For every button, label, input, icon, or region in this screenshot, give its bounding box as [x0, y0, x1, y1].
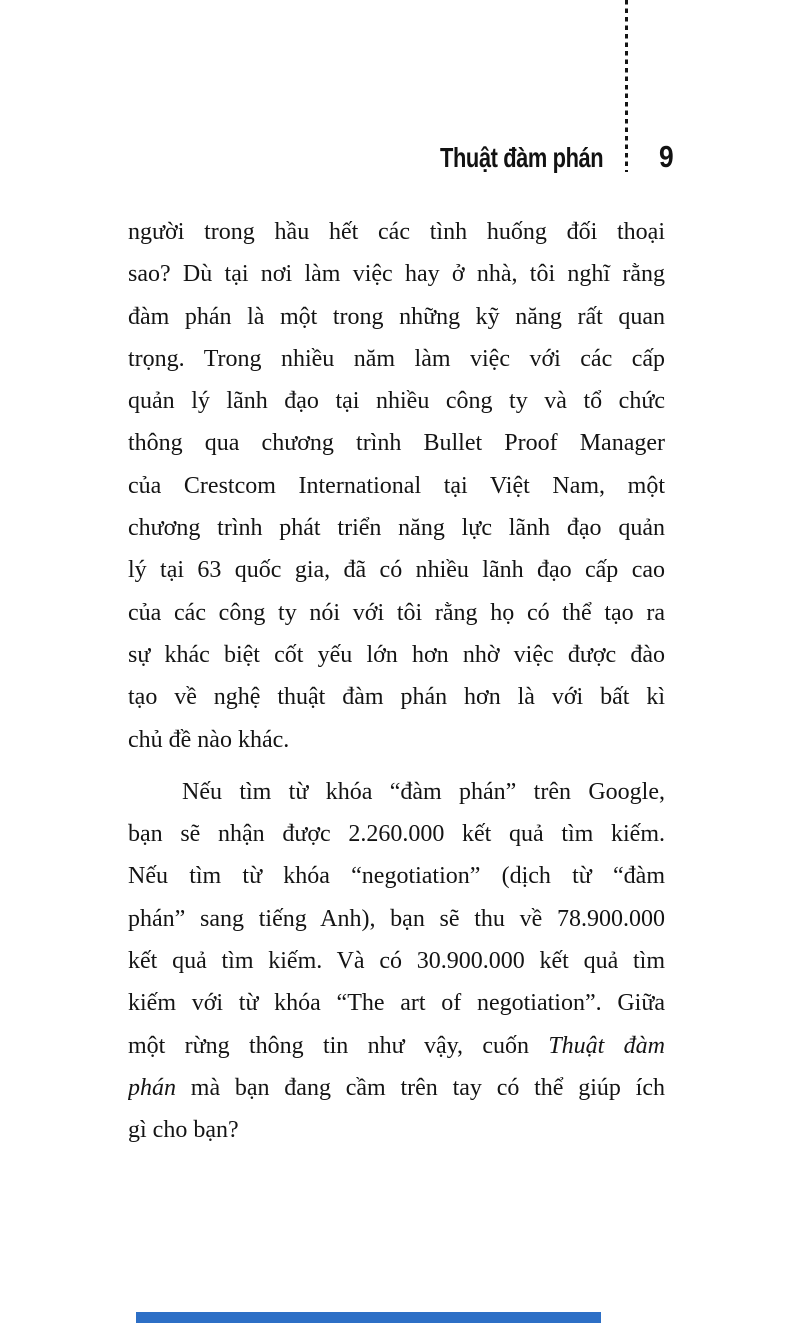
text-line	[128, 940, 665, 982]
text-line	[128, 422, 665, 464]
text-segment: của các công ty nói với tôi rằng họ có thể tạo ra	[128, 599, 665, 626]
text-segment: bạn sẽ nhận được 2.260.000 kết quả tìm kiếm.	[128, 821, 665, 848]
text-line	[128, 338, 665, 380]
text-segment: Nếu tìm từ khóa “negotiation” (dịch từ “đàm	[128, 863, 665, 890]
text-line	[128, 507, 665, 549]
text-segment: chương trình phát triển năng lực lãnh đạo quản	[128, 515, 665, 542]
italic-text-segment: Thuật đàm	[548, 1032, 665, 1059]
text-line	[128, 465, 665, 507]
text-segment: sự khác biệt cốt yếu lớn hơn nhờ việc được đào	[128, 641, 665, 668]
text-line	[128, 719, 665, 761]
text-line	[128, 813, 665, 855]
text-segment: lý tại 63 quốc gia, đã có nhiều lãnh đạo cấp cao	[128, 557, 665, 584]
text-segment: đàm phán là một trong những kỹ năng rất quan	[128, 303, 665, 330]
text-segment: một rừng thông tin như vậy, cuốn	[128, 1032, 549, 1059]
italic-text-segment: phán	[128, 1074, 176, 1101]
text-line	[128, 211, 665, 253]
text-line	[128, 1109, 665, 1151]
text-segment: phán” sang tiếng Anh), bạn sẽ thu về 78.900.000	[128, 905, 665, 932]
text-segment: kết quả tìm kiếm. Và có 30.900.000 kết quả tìm	[128, 948, 665, 975]
text-line	[128, 855, 665, 897]
text-segment: gì cho bạn?	[128, 1117, 239, 1144]
header-dotted-divider	[625, 0, 628, 172]
page-number: 9	[659, 139, 674, 174]
text-segment: kiếm với từ khóa “The art of negotiation”. Giữa	[128, 990, 665, 1017]
text-line	[128, 549, 665, 591]
paragraph	[128, 771, 665, 1152]
text-line	[128, 771, 665, 813]
text-segment: thông qua chương trình Bullet Proof Manager	[128, 430, 665, 457]
text-line	[128, 1025, 665, 1067]
paragraph	[128, 211, 665, 761]
text-segment: chủ đề nào khác.	[128, 726, 290, 753]
footer-accent-bar	[136, 1312, 601, 1323]
text-segment: sao? Dù tại nơi làm việc hay ở nhà, tôi nghĩ rằng	[128, 261, 665, 288]
text-segment: mà bạn đang cầm trên tay có thể giúp ích	[176, 1074, 665, 1101]
text-line	[128, 296, 665, 338]
text-line	[128, 1067, 665, 1109]
running-title: Thuật đàm phán	[439, 142, 603, 173]
text-line	[128, 898, 665, 940]
text-line	[128, 982, 665, 1024]
text-segment: Nếu tìm từ khóa “đàm phán” trên Google,	[182, 778, 665, 805]
text-line	[128, 592, 665, 634]
text-line	[128, 253, 665, 295]
text-segment: của Crestcom International tại Việt Nam, một	[128, 472, 665, 499]
text-segment: tạo về nghệ thuật đàm phán hơn là với bất kì	[128, 684, 665, 711]
text-line	[128, 676, 665, 718]
text-segment: người trong hầu hết các tình huống đối thoại	[128, 219, 665, 245]
text-line	[128, 634, 665, 676]
text-segment: quản lý lãnh đạo tại nhiều công ty và tổ chức	[128, 388, 665, 415]
text-line	[128, 380, 665, 422]
body-text	[128, 211, 665, 1152]
text-segment: trọng. Trong nhiều năm làm việc với các cấp	[128, 345, 665, 372]
